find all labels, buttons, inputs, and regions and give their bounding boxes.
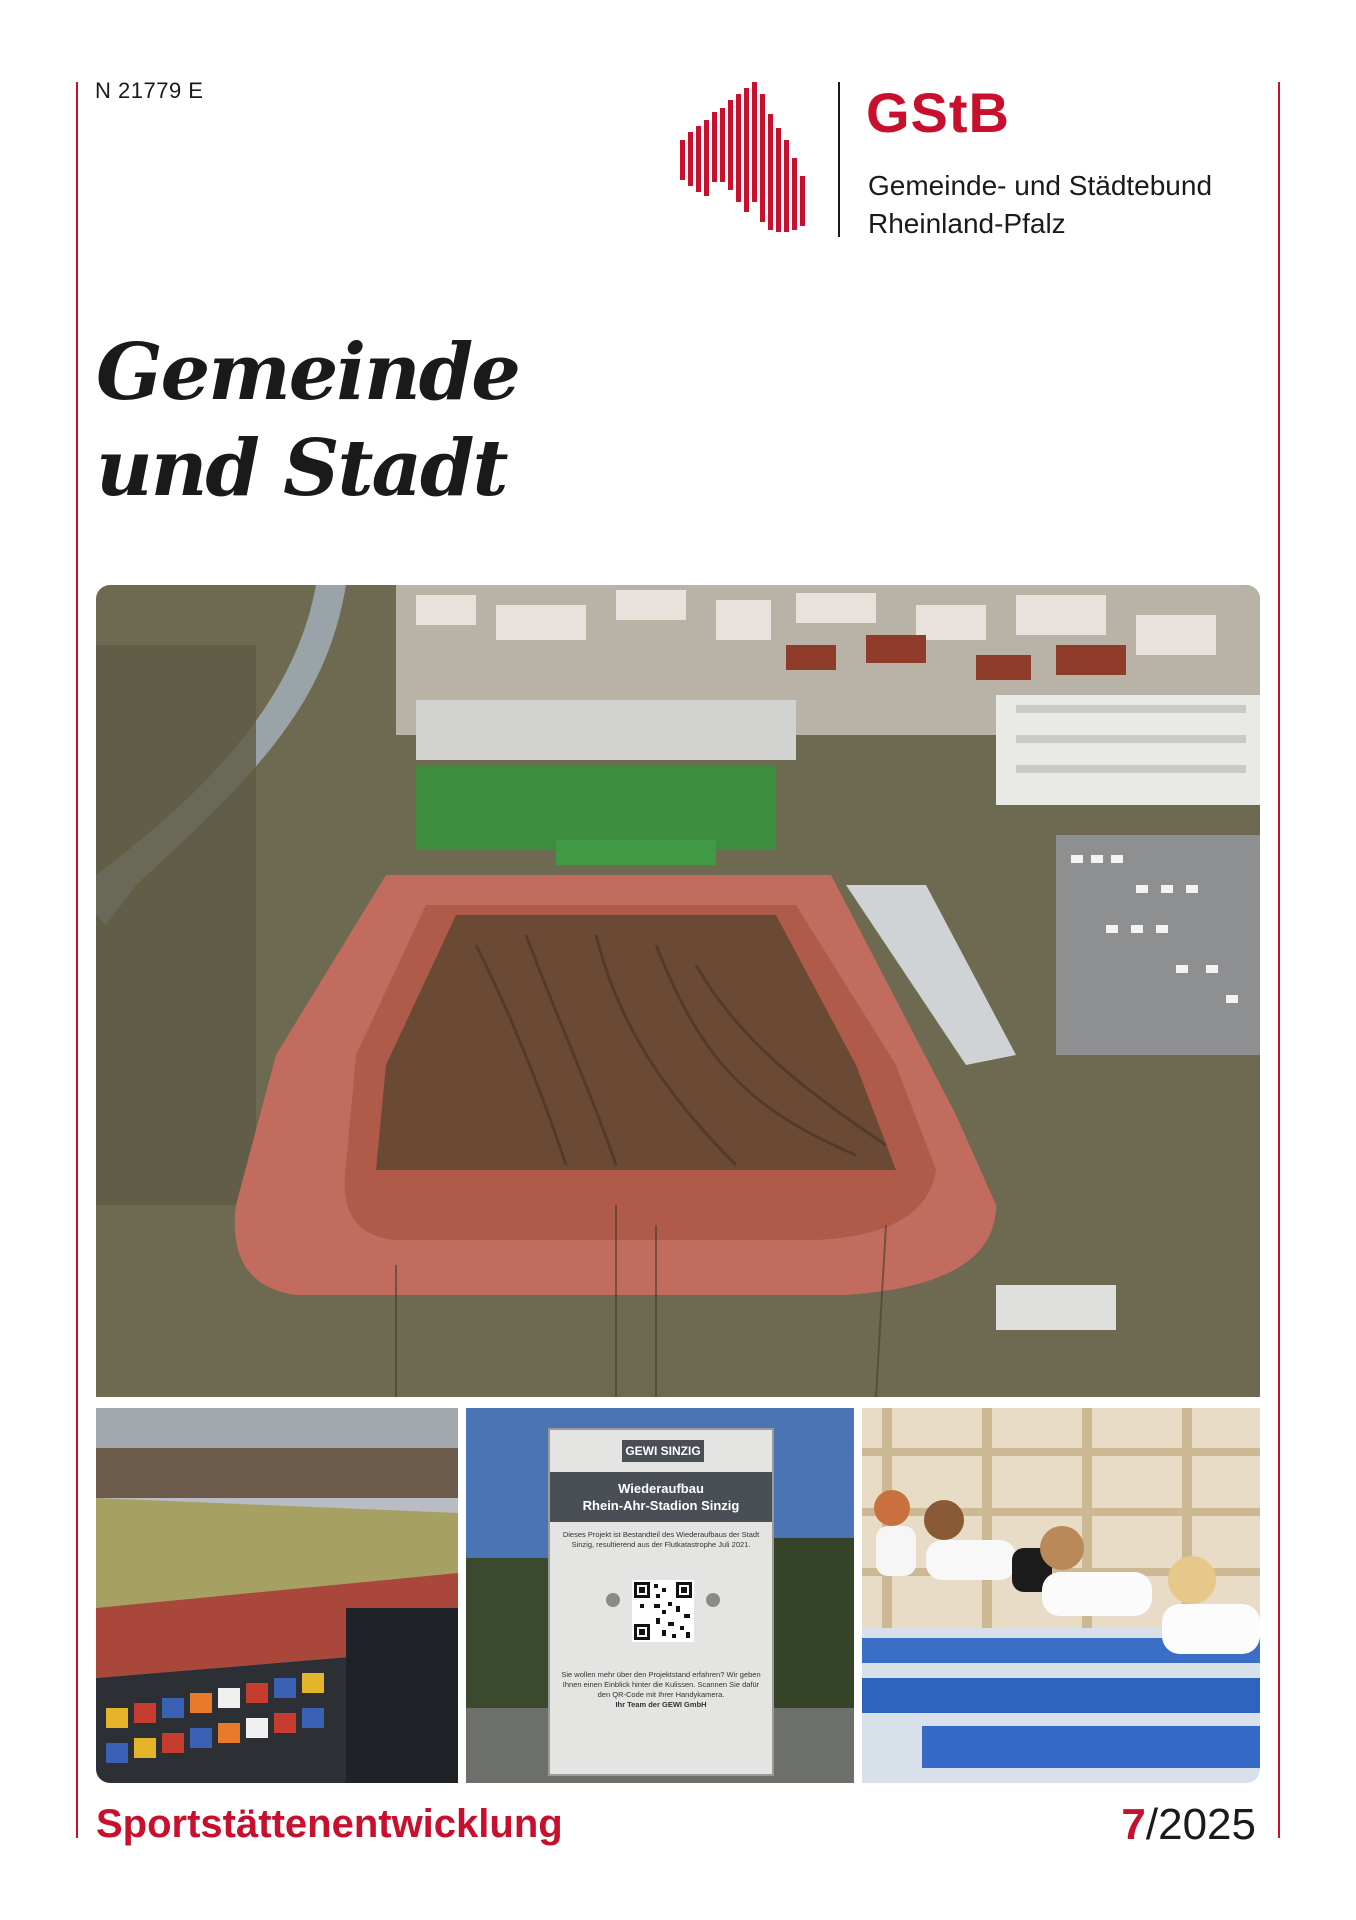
- section-label: Sportstättenentwicklung: [96, 1802, 563, 1846]
- sign-brand: GEWI SINZIG: [622, 1440, 704, 1462]
- project-sign-photo: [466, 1408, 854, 1783]
- qr-code-icon: [632, 1580, 694, 1642]
- right-border-rule: [1278, 82, 1280, 1838]
- title-line1: Gemeinde: [96, 327, 519, 418]
- sign-signature: Ihr Team der GEWI GmbH: [615, 1700, 707, 1709]
- logo-name-line1: Gemeinde- und Städtebund: [868, 170, 1213, 201]
- title-line2: und Stadt: [96, 423, 507, 514]
- aerial-stadium-photo: [96, 585, 1260, 1397]
- sign-text-cta-body: Sie wollen mehr über den Projektstand erfahren? Wir geben Ihnen einen Einblick hinter die Kulissen. Scannen Sie dafür den QR-Code mit Ihrer Handykamera.: [561, 1670, 761, 1699]
- sign-heading: [550, 1472, 772, 1522]
- sign-heading-line1: Wiederaufbau: [618, 1481, 704, 1496]
- issue-separator: /: [1145, 1800, 1159, 1849]
- sign-heading-line2: Rhein-Ahr-Stadion Sinzig: [582, 1498, 740, 1513]
- bolt-icon: [606, 1593, 620, 1607]
- logo-abbreviation: GStB: [866, 81, 1010, 144]
- issue-year: 2025: [1158, 1800, 1256, 1849]
- project-sign: [548, 1428, 774, 1776]
- sign-text-cta: [560, 1670, 762, 1710]
- gstb-logo-icon: [678, 80, 813, 235]
- logo-divider: [838, 82, 840, 237]
- children-gym-photo: [862, 1408, 1260, 1783]
- stadium-seats-photo: [96, 1408, 458, 1783]
- left-border-rule: [76, 82, 78, 1838]
- magazine-title: [96, 325, 519, 517]
- issue-number: [1121, 1800, 1256, 1850]
- issue-num: 7: [1121, 1800, 1146, 1849]
- sign-text-intro: Dieses Projekt ist Bestandteil des Wiederaufbaus der Stadt Sinzig, resultierend aus der Flutkatastrophe Juli 2021.: [562, 1530, 760, 1549]
- bolt-icon: [706, 1593, 720, 1607]
- logo-name-line2: Rheinland-Pfalz: [868, 208, 1066, 239]
- issn-number: N 21779 E: [95, 78, 204, 103]
